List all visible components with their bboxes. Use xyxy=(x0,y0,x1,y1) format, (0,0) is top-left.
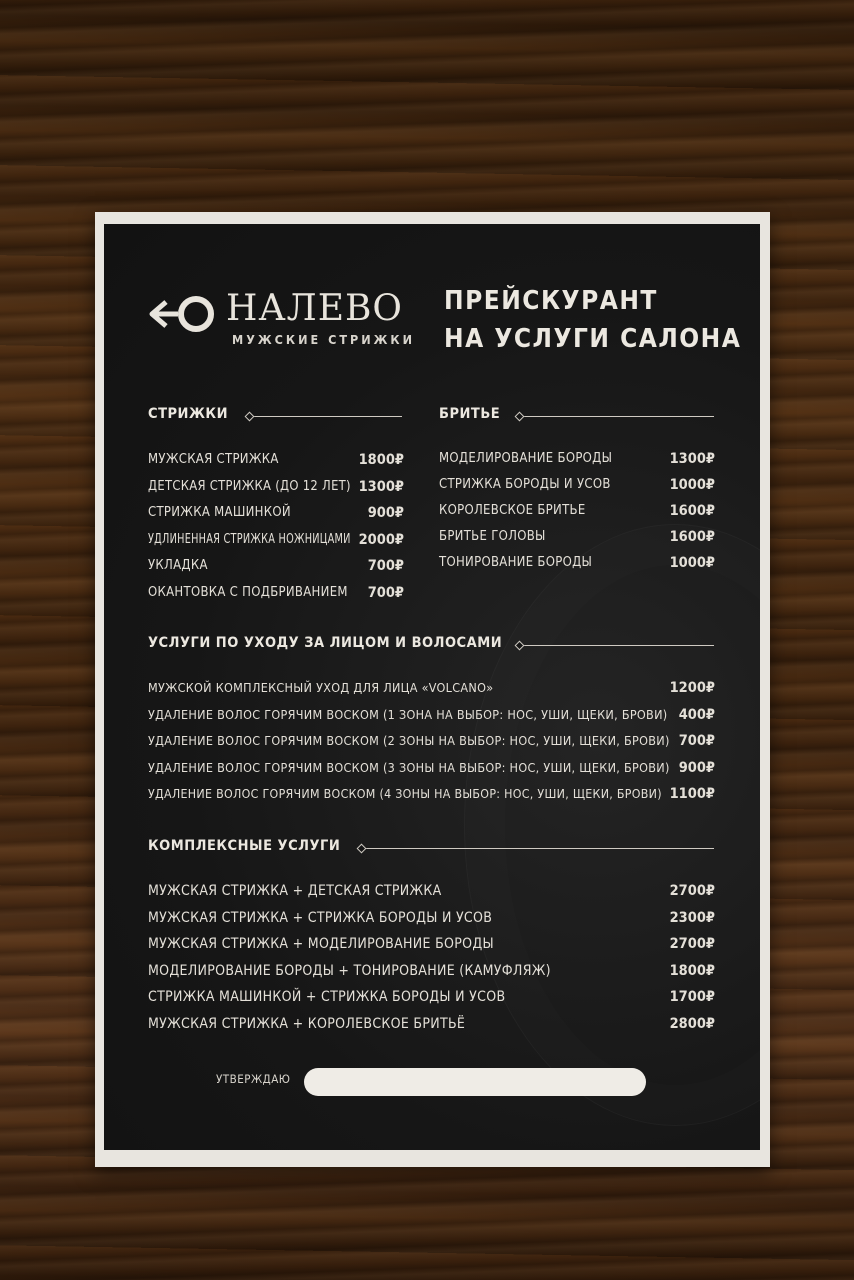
service-price: 2300₽ xyxy=(669,909,715,926)
service-name: СТРИЖКА МАШИНКОЙ xyxy=(148,505,291,520)
section-title-care: УСЛУГИ ПО УХОДУ ЗА ЛИЦОМ И ВОЛОСАМИ xyxy=(148,635,503,651)
service-name: МУЖСКОЙ КОМПЛЕКСНЫЙ УХОД ДЛЯ ЛИЦА «VOLCANO» xyxy=(148,680,494,695)
price-list-sheet xyxy=(104,224,760,1150)
service-name: СТРИЖКА МАШИНКОЙ + СТРИЖКА БОРОДЫ И УСОВ xyxy=(148,989,506,1005)
service-name: МОДЕЛИРОВАНИЕ БОРОДЫ + ТОНИРОВАНИЕ (КАМУФЛЯЖ) xyxy=(148,962,551,979)
service-name: МУЖСКАЯ СТРИЖКА xyxy=(148,452,279,467)
price-row xyxy=(439,555,715,577)
service-price: 2700₽ xyxy=(669,883,715,899)
section-title-combo: КОМПЛЕКСНЫЕ УСЛУГИ xyxy=(148,838,341,854)
price-row xyxy=(148,532,404,554)
service-price: 1600₽ xyxy=(669,503,715,519)
service-price: 1800₽ xyxy=(669,962,715,979)
price-row xyxy=(148,883,715,905)
service-price: 700₽ xyxy=(367,584,404,601)
arrow-left-icon xyxy=(148,294,222,334)
section-divider xyxy=(250,416,402,417)
price-row xyxy=(148,558,404,580)
service-price: 1600₽ xyxy=(669,529,715,545)
service-name: МУЖСКАЯ СТРИЖКА + МОДЕЛИРОВАНИЕ БОРОДЫ xyxy=(148,936,494,952)
price-row xyxy=(148,1016,715,1038)
service-price: 1300₽ xyxy=(669,451,715,467)
section-divider xyxy=(362,848,714,849)
service-name: УДАЛЕНИЕ ВОЛОС ГОРЯЧИМ ВОСКОМ (1 ЗОНА НА ВЫБОР: НОС, УШИ, ЩЕКИ, БРОВИ) xyxy=(148,706,668,722)
page-title-line-2: НА УСЛУГИ САЛОНА xyxy=(444,324,742,354)
price-row xyxy=(148,963,715,985)
price-row xyxy=(148,936,715,958)
service-price: 1200₽ xyxy=(669,680,715,696)
price-row xyxy=(148,760,715,782)
service-price: 2700₽ xyxy=(669,936,715,952)
service-name: МУЖСКАЯ СТРИЖКА + СТРИЖКА БОРОДЫ И УСОВ xyxy=(148,909,493,926)
service-name: МОДЕЛИРОВАНИЕ БОРОДЫ xyxy=(439,451,613,466)
page-title-line-1: ПРЕЙСКУРАНТ xyxy=(444,286,658,316)
service-name: ОКАНТОВКА С ПОДБРИВАНИЕМ xyxy=(148,584,348,600)
price-row xyxy=(439,503,715,525)
price-row xyxy=(148,505,404,527)
service-price: 900₽ xyxy=(678,759,715,776)
service-price: 900₽ xyxy=(367,505,404,521)
service-price: 1700₽ xyxy=(669,989,715,1005)
service-name: ТОНИРОВАНИЕ БОРОДЫ xyxy=(439,555,593,570)
service-name: МУЖСКАЯ СТРИЖКА + КОРОЛЕВСКОЕ БРИТЬЁ xyxy=(148,1015,466,1032)
service-price: 1800₽ xyxy=(358,452,404,468)
price-row xyxy=(148,910,715,932)
service-name: УДЛИНЕННАЯ СТРИЖКА НОЖНИЦАМИ xyxy=(148,531,351,547)
service-price: 400₽ xyxy=(678,706,715,723)
brand-tagline: МУЖСКИЕ СТРИЖКИ xyxy=(232,332,416,347)
service-price: 1000₽ xyxy=(669,477,715,493)
service-price: 700₽ xyxy=(678,733,715,749)
service-price: 700₽ xyxy=(367,558,404,574)
service-name: СТРИЖКА БОРОДЫ И УСОВ xyxy=(439,477,611,492)
price-row xyxy=(148,479,404,501)
service-name: МУЖСКАЯ СТРИЖКА + ДЕТСКАЯ СТРИЖКА xyxy=(148,883,442,899)
section-title-shaving: БРИТЬЕ xyxy=(439,406,501,422)
price-row xyxy=(439,451,715,473)
price-row xyxy=(148,989,715,1011)
service-name: БРИТЬЕ ГОЛОВЫ xyxy=(439,529,546,544)
brand-logo xyxy=(148,288,428,358)
service-price: 1100₽ xyxy=(669,786,715,802)
brand-name: НАЛЕВО xyxy=(226,288,403,329)
service-price: 1000₽ xyxy=(669,555,715,571)
section-title-haircuts: СТРИЖКИ xyxy=(148,406,229,422)
price-row xyxy=(148,452,404,474)
service-name: ДЕТСКАЯ СТРИЖКА (ДО 12 ЛЕТ) xyxy=(148,478,351,494)
price-row xyxy=(439,477,715,499)
price-row xyxy=(148,680,715,702)
approval-signature-field xyxy=(304,1068,646,1096)
service-price: 2000₽ xyxy=(358,531,404,548)
price-row xyxy=(439,529,715,551)
service-name: КОРОЛЕВСКОЕ БРИТЬЕ xyxy=(439,503,586,518)
service-price: 2800₽ xyxy=(669,1015,715,1032)
service-name: УДАЛЕНИЕ ВОЛОС ГОРЯЧИМ ВОСКОМ (2 ЗОНЫ НА ВЫБОР: НОС, УШИ, ЩЕКИ, БРОВИ) xyxy=(148,733,670,748)
service-name: УДАЛЕНИЕ ВОЛОС ГОРЯЧИМ ВОСКОМ (3 ЗОНЫ НА ВЫБОР: НОС, УШИ, ЩЕКИ, БРОВИ) xyxy=(148,759,670,775)
price-row xyxy=(148,585,404,607)
section-divider xyxy=(520,416,714,417)
section-divider xyxy=(520,645,714,646)
price-row xyxy=(148,786,715,808)
service-price: 1300₽ xyxy=(358,478,404,495)
service-name: УКЛАДКА xyxy=(148,558,208,573)
price-row xyxy=(148,733,715,755)
page-title xyxy=(444,282,741,358)
price-row xyxy=(148,707,715,729)
approval-label: УТВЕРЖДАЮ xyxy=(216,1072,291,1086)
service-name: УДАЛЕНИЕ ВОЛОС ГОРЯЧИМ ВОСКОМ (4 ЗОНЫ НА ВЫБОР: НОС, УШИ, ЩЕКИ, БРОВИ) xyxy=(148,786,662,801)
